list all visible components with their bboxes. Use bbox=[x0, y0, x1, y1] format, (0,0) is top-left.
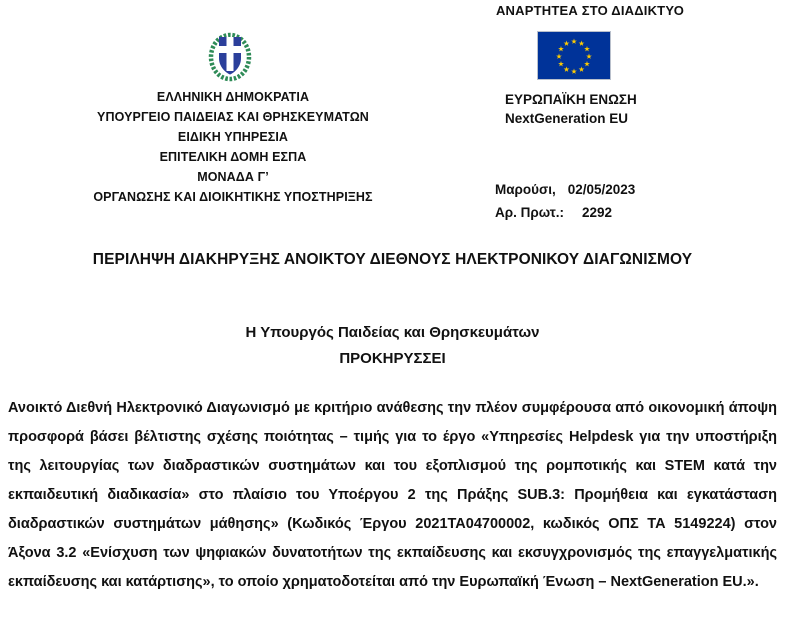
eu-flag-icon bbox=[537, 31, 611, 80]
ministry-line-4: ΕΠΙΤΕΛΙΚΗ ΔΟΜΗ ΕΣΠΑ bbox=[159, 150, 307, 164]
date-row bbox=[495, 178, 635, 201]
posting-notice: ΑΝΑΡΤΗΤΕΑ ΣΤΟ ΔΙΑΔΙΚΤΥΟ bbox=[495, 3, 685, 18]
subtitle-block bbox=[0, 320, 785, 372]
eu-flag-svg bbox=[538, 32, 610, 79]
eu-nextgeneration-label: NextGeneration EU bbox=[505, 111, 629, 126]
subtitle-announces: ΠΡΟΚΗΡΥΣΣΕΙ bbox=[339, 350, 446, 367]
document-title: ΠΕΡΙΛΗΨΗ ΔΙΑΚΗΡΥΞΗΣ ΑΝΟΙΚΤΟΥ ΔΙΕΘΝΟΥΣ ΗΛΕΚΤΡΟΝΙΚΟΥ ΔΙΑΓΩΝΙΣΜΟΥ bbox=[92, 251, 693, 268]
ministry-line-3: ΕΙΔΙΚΗ ΥΠΗΡΕΣΙΑ bbox=[177, 130, 289, 144]
greek-coat-of-arms-svg bbox=[206, 29, 254, 83]
protocol-number-row bbox=[495, 201, 635, 224]
protocol-block bbox=[495, 178, 635, 224]
ministry-line-5: ΜΟΝΑΔΑ Γ’ bbox=[197, 170, 269, 184]
date-value: 02/05/2023 bbox=[567, 182, 636, 197]
ministry-line-2: ΥΠΟΥΡΓΕΙΟ ΠΑΙΔΕΙΑΣ ΚΑΙ ΘΡΗΣΚΕΥΜΑΤΩΝ bbox=[97, 110, 369, 124]
place-label: Μαρούσι, bbox=[495, 182, 556, 197]
body-paragraph: Ανοικτό Διεθνή Ηλεκτρονικό Διαγωνισμό με κριτήριο ανάθεσης την πλέον συμφέρουσα από οικονομική άποψη προσφορά βάσει βέλτιστης σχέσης ποιότητας – τιμής για το έργο «Υπηρεσίες Helpdesk για την υποστήριξη της λειτουργίας των διαδραστικών συστημάτων και του εξοπλισμού της ρομποτικής και STEM κατά την εκπαιδευτική διαδικασία» στο πλαίσιο του Υποέργου 2 της Πράξης SUB.3: Προμήθεια και εγκατάσταση διαδραστικών συστημάτων μάθησης» (Κωδικός Έργου 2021ΤΑ04700002, κωδικός ΟΠΣ ΤΑ 5149224) στον Άξονα 3.2 «Ενίσχυση των ψηφιακών δυνατοτήτων της εκπαίδευσης και εκσυγχρονισμός της επαγγελματικής εκπαίδευσης και κατάρτισης», το οποίο χρηματοδοτείται από την Ευρωπαϊκή Ένωση – NextGeneration EU.». bbox=[8, 400, 777, 590]
greek-coat-of-arms-icon bbox=[206, 29, 254, 83]
eu-union-label: ΕΥΡΩΠΑΪΚΗ ΕΝΩΣΗ bbox=[505, 92, 637, 107]
protocol-label: Αρ. Πρωτ.: bbox=[495, 205, 565, 220]
ministry-line-6: ΟΡΓΑΝΩΣΗΣ ΚΑΙ ΔΙΟΙΚΗΤΙΚΗΣ ΥΠΟΣΤΗΡΙΞΗΣ bbox=[93, 190, 373, 204]
ministry-line-1: ΕΛΛΗΝΙΚΗ ΔΗΜΟΚΡΑΤΙΑ bbox=[156, 90, 310, 104]
subtitle-minister: Η Υπουργός Παιδείας και Θρησκευμάτων bbox=[245, 324, 540, 341]
ministry-header-block bbox=[53, 87, 413, 207]
eu-header-block bbox=[505, 90, 775, 128]
protocol-number: 2292 bbox=[582, 205, 613, 220]
